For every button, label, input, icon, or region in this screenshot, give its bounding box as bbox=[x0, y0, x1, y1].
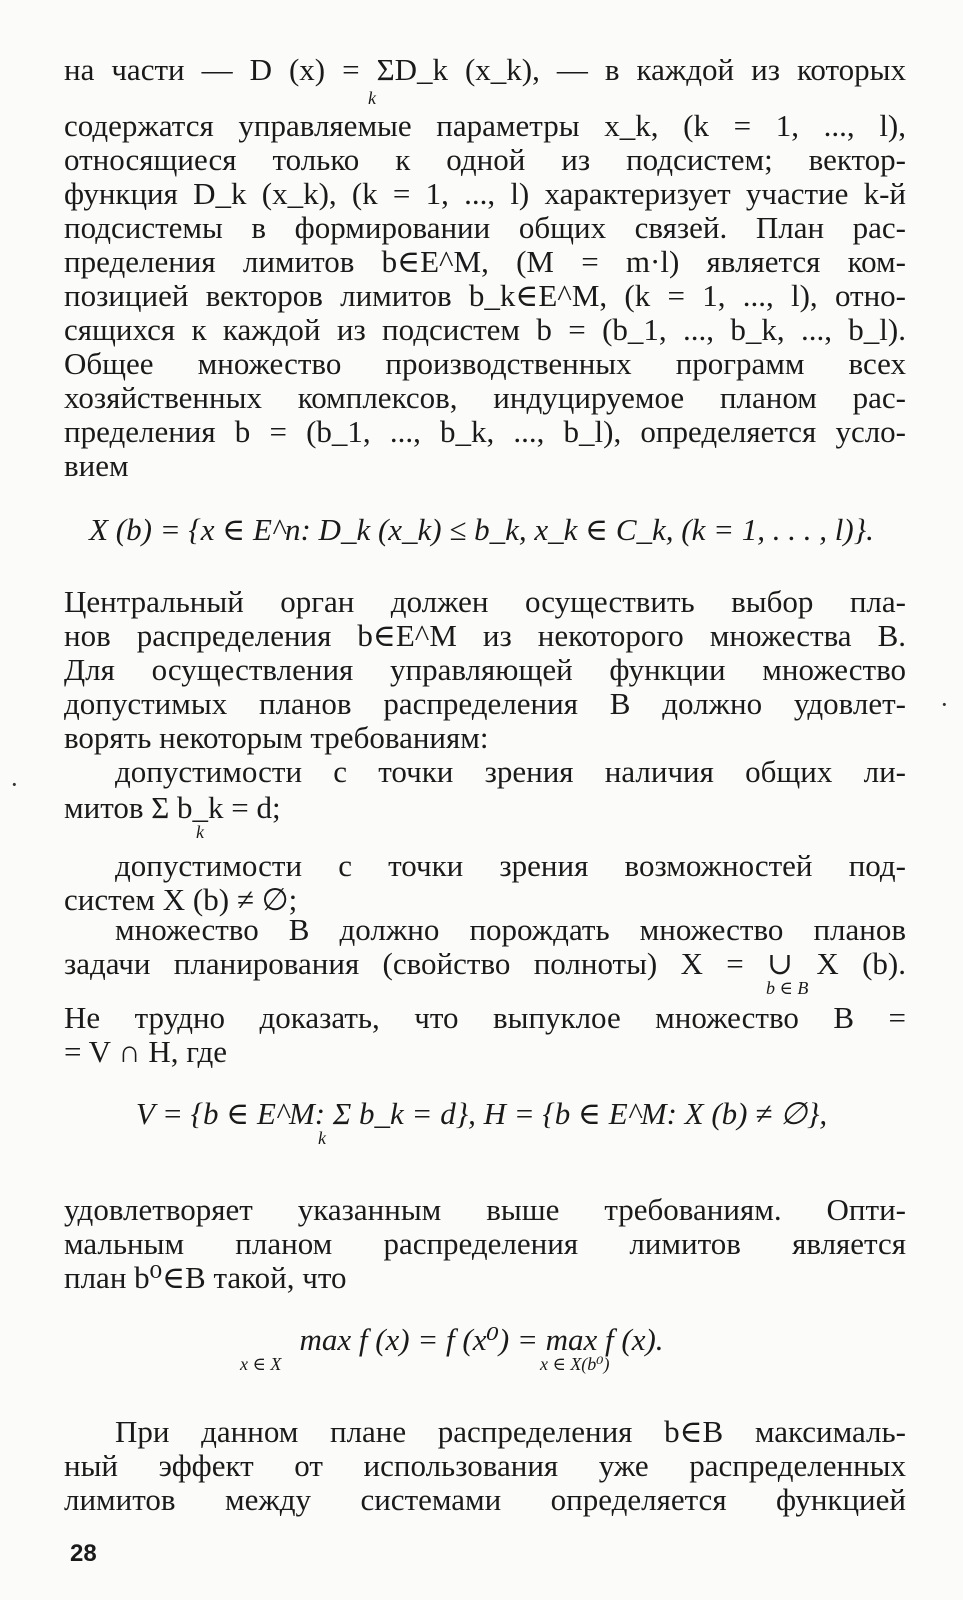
sum-subscript: k bbox=[196, 822, 204, 842]
formula-v-h: V = {b ∈ E^M: Σ b_k = d}, H = {b ∈ E^M: X (b) ≠ ∅}, bbox=[135, 1096, 828, 1131]
text-line: хозяйственных комплексов, индуцируемое планом рас- bbox=[64, 380, 906, 415]
text-line: позицией векторов лимитов b_k∈E^M, (k = 1, ..., l), отно- bbox=[64, 278, 906, 313]
sum-subscript: k bbox=[368, 88, 376, 108]
text-line: подсистемы в формировании общих связей. План рас- bbox=[64, 210, 906, 245]
print-speck: · bbox=[10, 770, 19, 799]
text-line: допустимости с точки зрения наличия общих ли- bbox=[115, 754, 906, 789]
text-line: содержатся управляемые параметры x_k, (k = 1, ..., l), bbox=[64, 108, 906, 143]
formula-max: max f (x) = f (x⁰) = max f (x). bbox=[299, 1322, 664, 1357]
text-line: митов Σ b_k = d; bbox=[64, 790, 281, 825]
text-line: сящихся к каждой из подсистем b = (b_1, ..., b_k, ..., b_l). bbox=[64, 312, 906, 347]
text-line: ный эффект от использования уже распределенных bbox=[64, 1448, 906, 1483]
text-line: относящиеся только к одной из подсистем; вектор- bbox=[64, 142, 906, 177]
text-line: допустимости с точки зрения возможностей под- bbox=[115, 848, 906, 883]
text-line: допустимых планов распределения B должно удовлет- bbox=[64, 686, 906, 721]
formula-x-of-b: X (b) = {x ∈ E^n: D_k (x_k) ≤ b_k, x_k ∈ C_k, (k = 1, . . . , l)}. bbox=[89, 512, 874, 547]
text-line: систем X (b) ≠ ∅; bbox=[64, 882, 298, 917]
text-line: мальным планом распределения лимитов является bbox=[64, 1226, 906, 1261]
text-line: нов распределения b∈E^M из некоторого множества B. bbox=[64, 618, 906, 653]
text-line: Центральный орган должен осуществить выбор пла- bbox=[64, 584, 906, 619]
text-line: пределения b = (b_1, ..., b_k, ..., b_l), определяется усло- bbox=[64, 414, 906, 449]
text-line: Общее множество производственных программ всех bbox=[64, 346, 906, 381]
text-line: ворять некоторым требованиям: bbox=[64, 720, 489, 755]
sum-subscript: k bbox=[318, 1128, 326, 1148]
text-line: пределения лимитов b∈E^M, (M = m·l) является ком- bbox=[64, 244, 906, 279]
text-line: удовлетворяет указанным выше требованиям. Опти- bbox=[64, 1192, 906, 1227]
text-line: множество B должно порождать множество планов bbox=[115, 912, 906, 947]
text-line: план b⁰∈B такой, что bbox=[64, 1260, 347, 1295]
text-line: При данном плане распределения b∈B максималь- bbox=[115, 1414, 906, 1449]
text-line: = V ∩ H, где bbox=[64, 1034, 227, 1069]
print-speck: · bbox=[940, 690, 949, 719]
text-line: функция D_k (x_k), (k = 1, ..., l) характеризует участие k-й bbox=[64, 176, 906, 211]
union-subscript: b ∈ B bbox=[766, 978, 809, 998]
text-line: Не трудно доказать, что выпуклое множество B = bbox=[64, 1000, 906, 1035]
text-line: задачи планирования (свойство полноты) X = ∪ X (b). bbox=[64, 946, 906, 981]
max-subscript: x ∈ X bbox=[240, 1354, 282, 1374]
max-subscript: x ∈ X(b⁰) bbox=[540, 1354, 610, 1374]
text-line: на части — D (x) = ΣD_k (x_k), — в каждой из которых bbox=[64, 52, 906, 87]
text-line: Для осуществления управляющей функции множество bbox=[64, 652, 906, 687]
page-number: 28 bbox=[70, 1540, 97, 1567]
text-line: лимитов между системами определяется функцией bbox=[64, 1482, 906, 1517]
text-line: вием bbox=[64, 448, 129, 483]
